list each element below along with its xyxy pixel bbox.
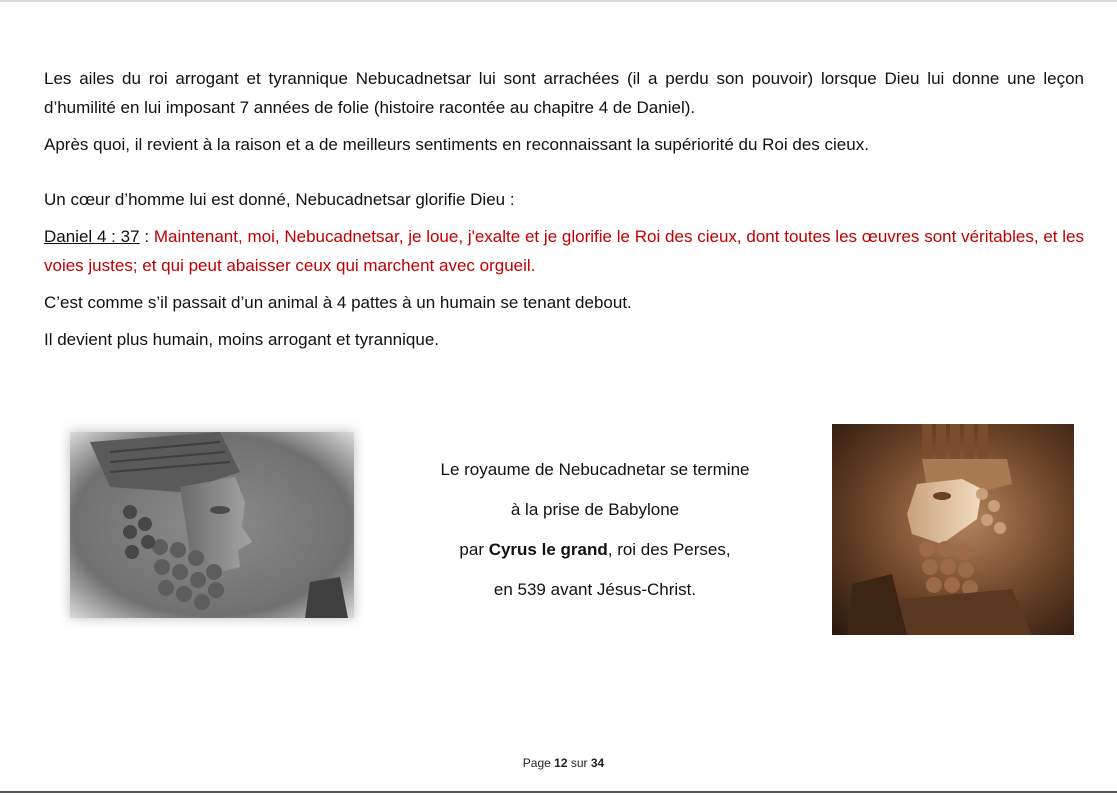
caption-by: par (459, 540, 489, 559)
paragraph-heart: Un cœur d’homme lui est donné, Nebucadnetsar glorifie Dieu : (44, 190, 515, 209)
main-text (44, 64, 1084, 362)
verse-reference: Daniel 4 : 37 (44, 227, 140, 246)
caption (400, 450, 790, 610)
page-footer (0, 756, 1117, 770)
page-label: Page (522, 756, 551, 770)
top-rule (0, 0, 1117, 2)
paragraph-return: Après quoi, il revient à la raison et a de meilleurs sentiments en reconnaissant la supériorité du Roi des cieux. (44, 135, 869, 154)
caption-line-2: à la prise de Babylone (510, 500, 680, 519)
relief-image-grayscale (70, 432, 354, 618)
page-of-label: sur (570, 756, 588, 770)
paragraph-human: Il devient plus humain, moins arrogant et tyrannique. (44, 330, 440, 349)
caption-cyrus: Cyrus le grand (488, 540, 608, 559)
caption-line-4: en 539 avant Jésus-Christ. (493, 580, 697, 599)
caption-line-1: Le royaume de Nebucadnetar se termine (440, 460, 750, 479)
paragraph-intro: Les ailes du roi arrogant et tyrannique Nebucadnetsar lui sont arrachées (il a perdu son pouvoir) lorsque Dieu lui donne une leçon d’humilité en lui imposant 7 années de folie (histoire racontée au chapitre 4 de Daniel). (44, 69, 1084, 117)
paragraph-verse (44, 222, 1084, 280)
relief-image-color (832, 424, 1074, 635)
paragraph-animal: C’est comme s’il passait d’un animal à 4 pattes à un humain se tenant debout. (44, 293, 632, 312)
caption-king: , roi des Perses, (607, 540, 731, 559)
verse-text: Maintenant, moi, Nebucadnetsar, je loue, j'exalte et je glorifie le Roi des cieux, dont toutes les œuvres sont véritables, et les voies justes; et qui peut abaisser ceux qui marchent avec orgueil. (44, 227, 1085, 275)
caption-line-3 (400, 530, 790, 570)
verse-separator: : (139, 227, 154, 246)
page-total: 34 (590, 756, 605, 770)
page-current: 12 (554, 756, 568, 770)
bottom-rule (0, 791, 1117, 793)
